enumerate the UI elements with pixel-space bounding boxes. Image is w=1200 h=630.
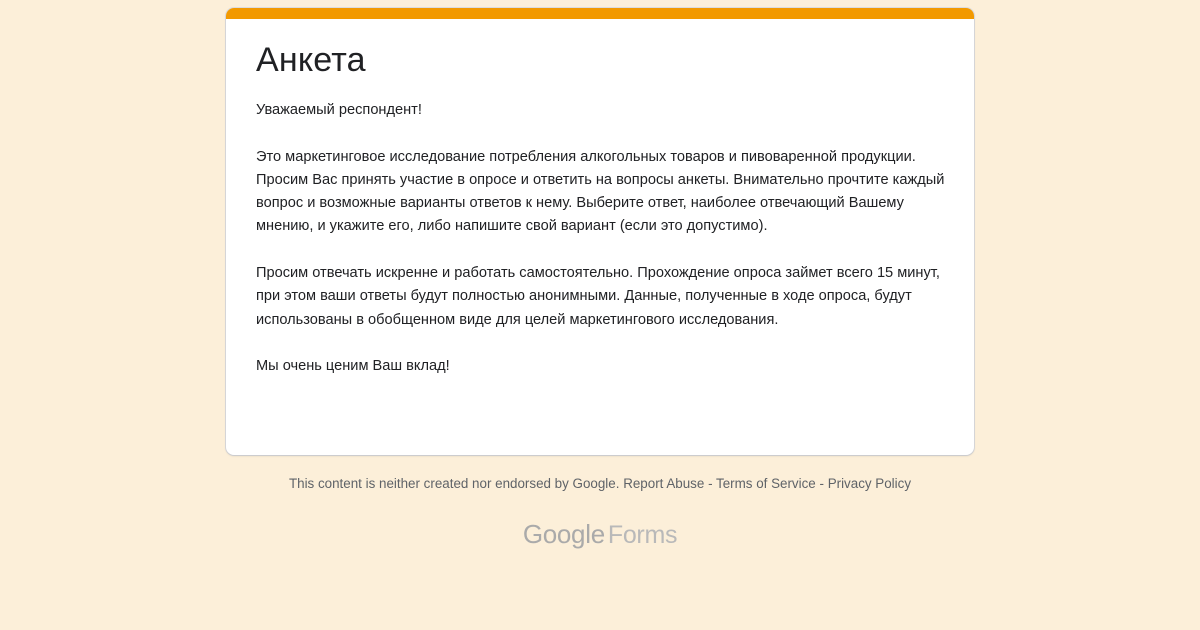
description-closing: Мы очень ценим Ваш вклад! xyxy=(256,358,450,375)
google-forms-logo[interactable] xyxy=(0,518,1200,551)
card-accent-bar xyxy=(226,8,974,19)
form-title: Анкета xyxy=(256,41,366,79)
description-paragraph-intro: Это маркетинговое исследование потребления алкогольных товаров и пивоваренной продукции. Просим Вас принять участие в опросе и ответить на вопросы анкеты. Внимательно прочтите каждый вопрос и возможные варианты ответов к нему. Выберите ответ, наиболее отвечающий Вашему мнению, и укажите его, либо напишите свой вариант (если это допустимо). xyxy=(256,148,945,235)
card-body xyxy=(256,38,956,379)
form-header-card xyxy=(226,8,974,455)
footer-disclaimer: This content is neither created nor endorsed by Google. xyxy=(288,476,620,491)
footer-separator: - xyxy=(708,476,713,491)
forms-logo-text: Forms xyxy=(607,521,678,549)
description-paragraph-instructions: Просим отвечать искренне и работать самостоятельно. Прохождение опроса займет всего 15 минут, при этом ваши ответы будут полностью анонимными. Данные, полученные в ходе опроса, будут использованы в обобщенном виде для целей маркетингового исследования. xyxy=(256,265,940,328)
terms-of-service-link[interactable]: Terms of Service xyxy=(716,476,816,491)
privacy-policy-link[interactable]: Privacy Policy xyxy=(827,476,912,491)
form-description xyxy=(256,99,956,379)
google-logo-text: Google xyxy=(522,519,605,549)
footer xyxy=(0,475,1200,493)
report-abuse-link[interactable]: Report Abuse xyxy=(623,476,705,491)
footer-separator: - xyxy=(819,476,824,491)
description-greeting: Уважаемый респондент! xyxy=(256,102,422,118)
